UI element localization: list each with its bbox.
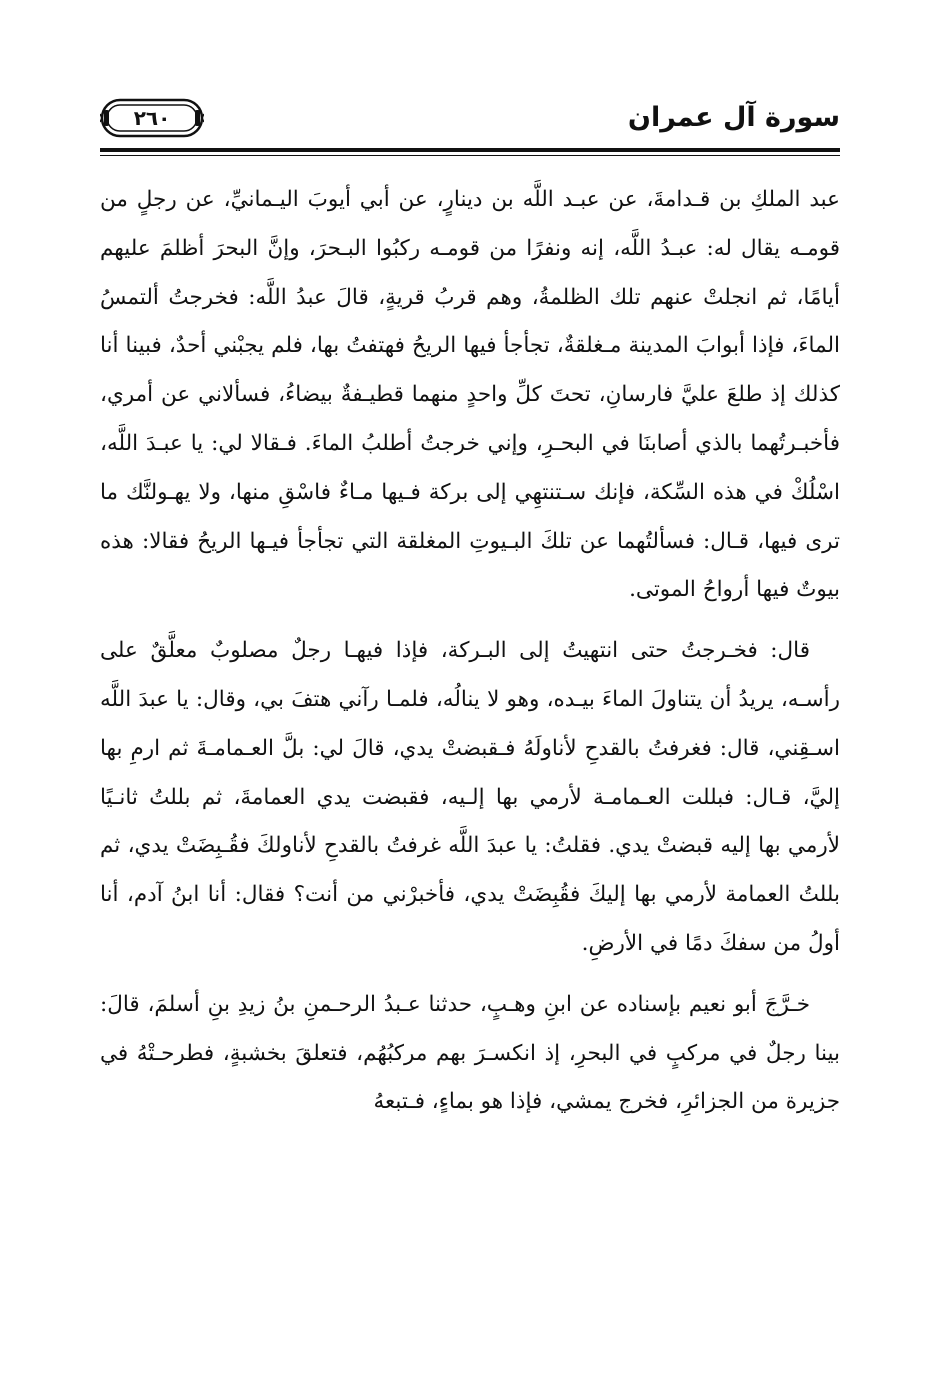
page-body [100,176,840,1139]
header-rule-thick [100,148,840,152]
paragraph-2: قال: فخـرجتُ حتى انتهيتُ إلى البـركة، فإذا فيهـا رجلٌ مصلوبٌ معلَّقٌ على رأسـه، يريدُ أن يتناولَ الماءَ بيـده، وهو لا ينالُه، فلمـا رآني هتفَ بي، وقال: يا عبدَ اللَّه اسـقِني، قال: فغرفتُ بالقدحِ لأناولَهُ فـقبضتْ يدي، قالَ لي: بلَّ العـمامـةَ ثم ارمِ بها إليَّ، قـال: فبللت العـمامـة لأرمي بها إلـيه، فقبضت يدي العمامةَ، ثم بللتُ ثانـيًا لأرمي بها إليه قبضتْ يدي. فقلتُ: يا عبدَ اللَّه غرفتُ بالقدحِ لأناولكَ فقُـبِضَتْ يدي، ثم بللتُ العمامة لأرمي بها إليكَ فقُبِضَتْ يدي، فأخبرْني من أنت؟ فقال: أنا ابنُ آدم، أنا أولُ من سفكَ دمًا في الأرضِ. [100,638,840,956]
paragraph-1: عبد الملكِ بن قـدامةَ، عن عبـد اللَّه بن دينارٍ، عن أبي أيوبَ اليـمانيِّ، عن رجلٍ من قومـه يقال له: عبـدُ اللَّه، إنه ونفرًا من قومـه ركبُوا البـحرَ، وإنَّ البحرَ أظلمَ عليهم أيامًا، ثم انجلتْ عنهم تلك الظلمةُ، وهم قربُ قريةٍ، قالَ عبدُ اللَّه: فخرجتُ ألتمسُ الماءَ، فإذا أبوابَ المدينة مـغلقةٌ، تجأجأ فيها الريحُ فهتفتُ بها، فلم يجبْني أحدٌ، فبينا أنا كذلك إذ طلعَ عليَّ فارسانِ، تحتَ كلِّ واحدٍ منهما قطيـفةٌ بيضاءُ، فسألاني عن أمري، فأخبـرتُهما بالذي أصابنَا في البحـرِ، وإني خرجتُ أطلبُ الماءَ. فـقالا لي: يا عبـدَ اللَّه، اسْلُكْ في هذه السِّكة، فإنك سـتنتهِي إلى بركة فـيها مـاءٌ فاسْقِ منها، ولا يهـولنَّك ما ترى فيها، قـال: فسألتُهما عن تلكَ البـيوتِ المغلقة التي تجأجأ فيـها الريحُ فقالا: هذه بيوتٌ فيها أرواحُ الموتى. [100,187,840,603]
header-rule-thin [100,155,840,156]
surah-title: سورة آل عمران [627,102,840,133]
page-number: ٢٦٠ [133,106,171,130]
page-header [92,96,840,156]
page-number-badge [100,96,204,140]
paragraph-3: خـرَّجَ أبو نعيم بإسناده عن ابنِ وهـبٍ، حدثنا عـبدُ الرحـمنِ بنُ زيدِ بنِ أسلمَ، قالَ: بينا رجلٌ في مركبٍ في البحرِ، إذ انكسـرَ بهم مركبُهُم، فتعلقَ بخشبةٍ، فطرحـتْهُ في جزيرة من الجزائرِ، فخرج يمشي، فإذا هو بماءٍ، فـتبعهُ [100,991,840,1115]
